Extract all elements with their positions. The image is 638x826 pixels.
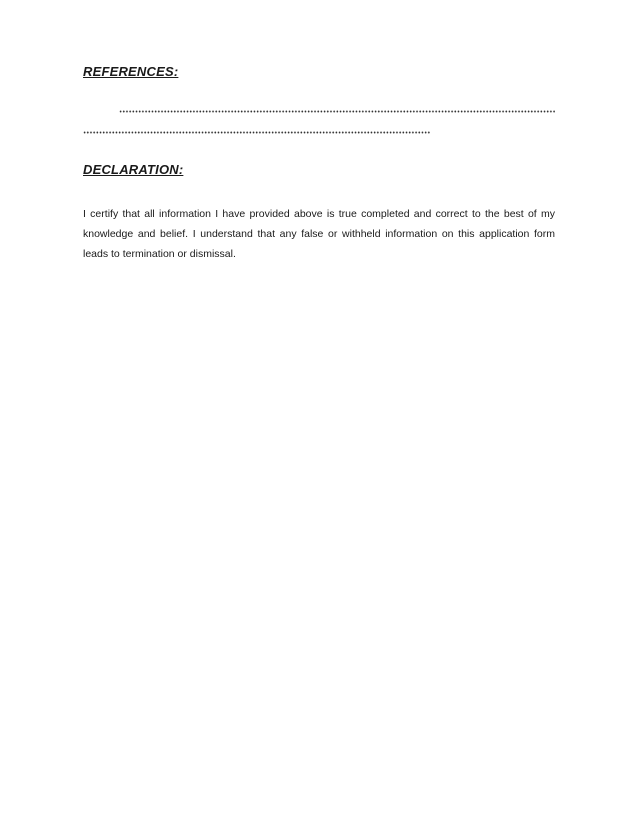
references-heading: REFERENCES: — [83, 64, 179, 79]
declaration-paragraph: I certify that all information I have provided above is true completed and correct to the best of my knowledge and belief. I understand that any false or withheld information on this application form leads to termination or dismissal. — [83, 208, 555, 260]
references-dotted-line-1 — [119, 110, 555, 113]
declaration-heading: DECLARATION: — [83, 162, 184, 177]
references-dotted-line-2 — [83, 131, 430, 134]
